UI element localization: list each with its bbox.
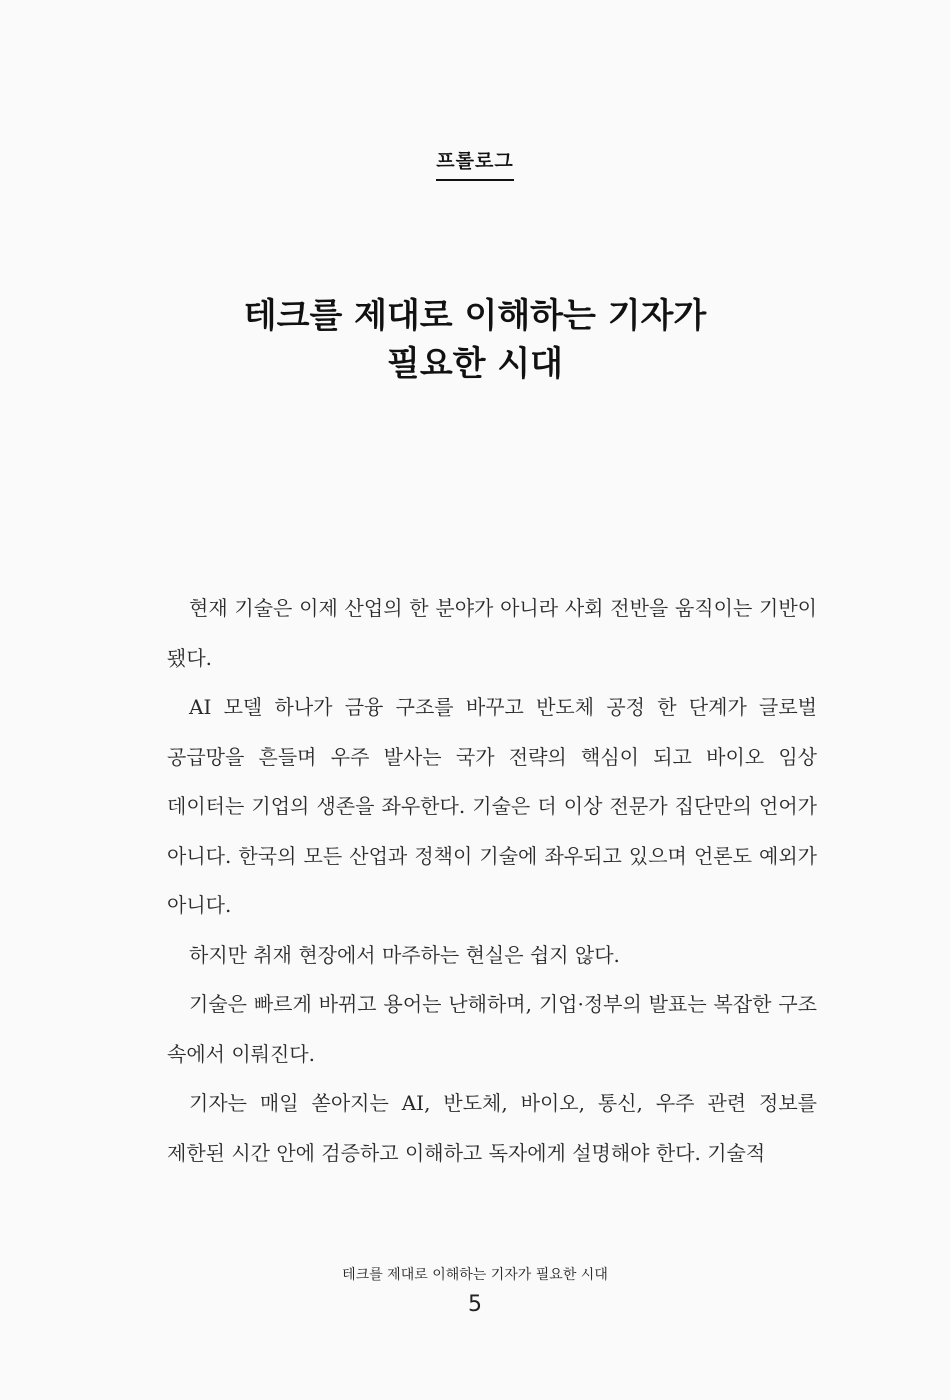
- paragraph: 기술은 빠르게 바뀌고 용어는 난해하며, 기업·정부의 발표는 복잡한 구조 속에서 이뤄진다.: [167, 992, 817, 1066]
- chapter-label-container: [0, 146, 950, 181]
- chapter-title-line-1: 테크를 제대로 이해하는 기자가: [243, 296, 707, 336]
- page-number: 5: [468, 1292, 482, 1317]
- paragraph: 기자는 매일 쏟아지는 AI, 반도체, 바이오, 통신, 우주 관련 정보를 제한된 시간 안에 검증하고 이해하고 독자에게 설명해야 한다. 기술적: [167, 1091, 817, 1165]
- paragraph: 현재 기술은 이제 산업의 한 분야가 아니라 사회 전반을 움직이는 기반이 됐다.: [167, 596, 817, 670]
- chapter-title: [0, 292, 950, 388]
- running-footer-title: 테크를 제대로 이해하는 기자가 필요한 시대: [342, 1267, 608, 1283]
- paragraph: AI 모델 하나가 금융 구조를 바꾸고 반도체 공정 한 단계가 글로벌 공급망을 흔들며 우주 발사는 국가 전략의 핵심이 되고 바이오 임상 데이터는 기업의 생존을 좌우한다. 기술은 더 이상 전문가 집단만의 언어가 아니다. 한국의 모든 산업과 정책이 기술에 좌우되고 있으며 언론도 예외가 아니다.: [167, 695, 817, 917]
- body-text: [167, 584, 817, 1178]
- paragraph: 하지만 취재 현장에서 마주하는 현실은 쉽지 않다.: [189, 942, 620, 967]
- chapter-label: 프롤로그: [436, 146, 513, 181]
- chapter-title-line-2: 필요한 시대: [386, 344, 564, 384]
